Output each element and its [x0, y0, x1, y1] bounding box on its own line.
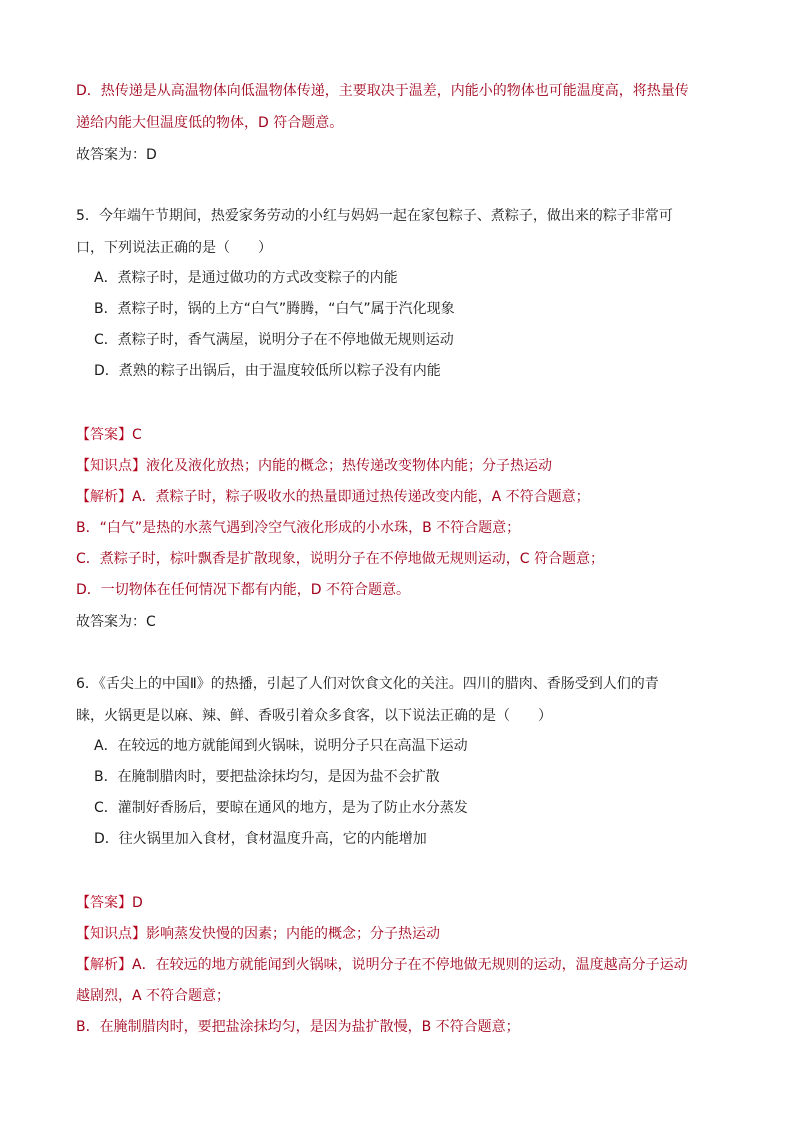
q5-stem-line1: 5．今年端午节期间，热爱家务劳动的小红与妈妈一起在家包粽子、煮粽子，做出来的粽子非常可 [76, 208, 673, 224]
q5-knowledge-value: 液化及液化放热；内能的概念；热传递改变物体内能；分子热运动 [146, 458, 552, 474]
q6-knowledge-value: 影响蒸发快慢的因素；内能的概念；分子热运动 [146, 926, 440, 942]
q6-stem-line2: 睐，火锅更是以麻、辣、鲜、香吸引着众多食客，以下说法正确的是（ ） [76, 708, 552, 724]
q6-knowledge-tag: 【知识点】 [76, 926, 146, 942]
q5-answer-tag: 【答案】 [76, 427, 132, 443]
q5-conclusion: 故答案为：C [76, 614, 156, 630]
q6-analysis-line3: B．在腌制腊肉时，要把盐涂抹均匀，是因为盐扩散慢，B 不符合题意； [76, 1019, 520, 1035]
q6-analysis-line2: 越剧烈，A 不符合题意； [76, 988, 231, 1004]
prev-analysis-d-line2: 递给内能大但温度低的物体，D 符合题意。 [76, 115, 344, 131]
q5-analysis-tag: 【解析】 [76, 489, 132, 505]
q5-analysis-line3: C．煮粽子时，棕叶飘香是扩散现象，说明分子在不停地做无规则运动，C 符合题意； [76, 551, 604, 567]
q5-option-d: D．煮熟的粽子出锅后，由于温度较低所以粽子没有内能 [94, 363, 441, 379]
q6-option-c: C．灌制好香肠后，要晾在通风的地方，是为了防止水分蒸发 [94, 800, 468, 816]
q5-analysis-line1 [76, 487, 590, 507]
prev-conclusion: 故答案为：D [76, 147, 157, 163]
q5-analysis-a: A．煮粽子时，粽子吸收水的热量即通过热传递改变内能，A 不符合题意； [132, 489, 590, 505]
q6-answer-tag: 【答案】 [76, 895, 132, 911]
q6-analysis-line1 [76, 955, 688, 975]
q5-analysis-line2: B．“白气”是热的水蒸气遇到冷空气液化形成的小水珠，B 不符合题意； [76, 520, 521, 536]
q6-answer-value: D [132, 895, 143, 911]
q6-option-d: D．往火锅里加入食材，食材温度升高，它的内能增加 [94, 831, 427, 847]
q5-knowledge-tag: 【知识点】 [76, 458, 146, 474]
q5-stem-line2: 口，下列说法正确的是（ ） [76, 240, 272, 256]
q6-option-b: B．在腌制腊肉时，要把盐涂抹均匀，是因为盐不会扩散 [94, 769, 440, 785]
q5-answer-value: C [132, 427, 142, 443]
q6-option-a: A．在较远的地方就能闻到火锅味，说明分子只在高温下运动 [94, 738, 468, 754]
q6-answer [76, 893, 143, 913]
prev-analysis-d-line1: D．热传递是从高温物体向低温物体传递，主要取决于温差，内能小的物体也可能温度高，将热量传 [76, 83, 689, 99]
q5-knowledge [76, 456, 552, 476]
q5-option-c: C．煮粽子时，香气满屋，说明分子在不停地做无规则运动 [94, 332, 454, 348]
q6-knowledge [76, 924, 440, 944]
q6-stem-line1: 6．《舌尖上的中国Ⅱ》的热播，引起了人们对饮食文化的关注。四川的腊肉、香肠受到人们的青 [76, 676, 659, 692]
q5-option-b: B．煮粽子时，锅的上方“白气”腾腾，“白气”属于汽化现象 [94, 301, 455, 317]
q5-answer [76, 425, 142, 445]
q6-analysis-a: A．在较远的地方就能闻到火锅味，说明分子在不停地做无规则的运动，温度越高分子运动 [132, 957, 688, 973]
q5-option-a: A．煮粽子时，是通过做功的方式改变粽子的内能 [94, 270, 398, 286]
q5-analysis-line4: D．一切物体在任何情况下都有内能，D 不符合题意。 [76, 582, 411, 598]
q6-analysis-tag: 【解析】 [76, 957, 132, 973]
